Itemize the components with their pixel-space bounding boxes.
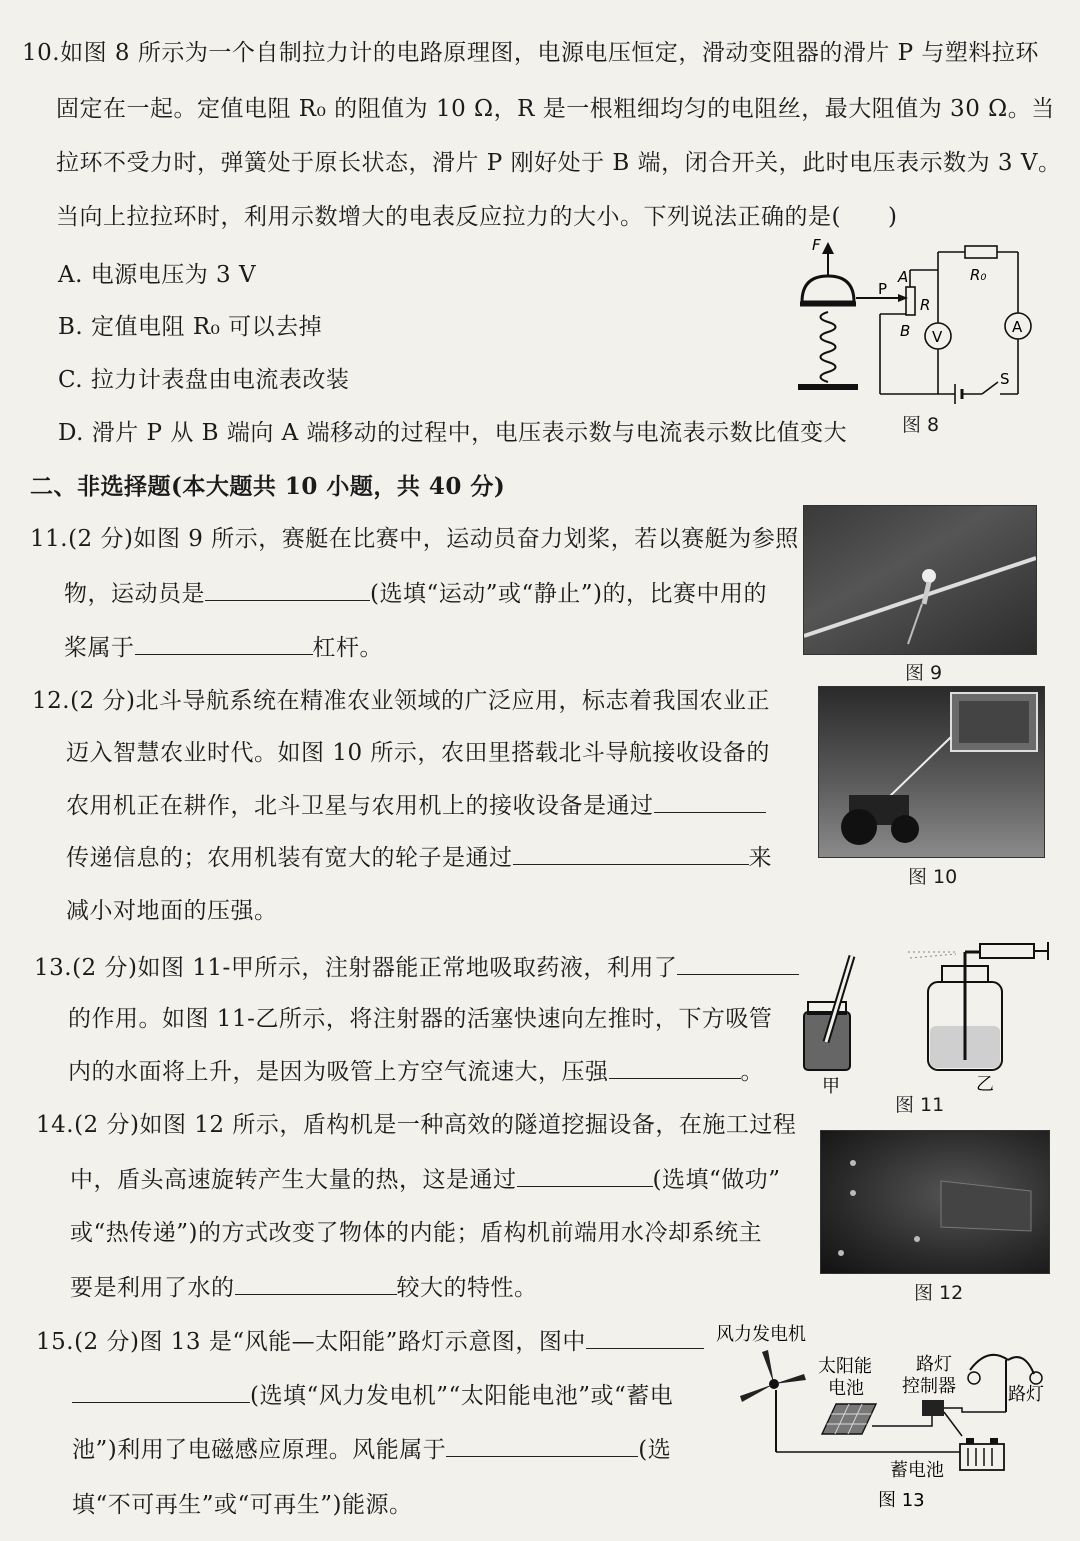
q10-option-d: D. 滑片 P 从 B 端向 A 端移动的过程中，电压表示数与电流表示数比值变大 <box>58 420 848 446</box>
q10-line-4: 当向上拉拉环时，利用示数增大的电表反应拉力的大小。下列说法正确的是( ) <box>56 204 898 230</box>
q10-line-3: 拉环不受力时，弹簧处于原长状态，滑片 P 刚好处于 B 端，闭合开关，此时电压表示数为 3 V。 <box>56 150 1062 176</box>
label-f: F <box>812 236 821 254</box>
q10-option-b: B. 定值电阻 R₀ 可以去掉 <box>58 314 323 340</box>
q14-blank-2[interactable] <box>235 1272 397 1295</box>
label-voltmeter: V <box>932 328 943 346</box>
q13-line-3-text-a: 内的水面将上升，是因为吸管上方空气流速大，压强 <box>68 1059 609 1085</box>
label-p: P <box>878 280 888 298</box>
label-jia: 甲 <box>822 1076 840 1097</box>
q11-line-1: 11.(2 分)如图 9 所示，赛艇在比赛中，运动员奋力划桨，若以赛艇为参照 <box>30 526 799 552</box>
figure-12-shield-machine-photo <box>820 1130 1050 1274</box>
label-solar-1: 太阳能 <box>818 1356 872 1377</box>
label-controller-1: 路灯 <box>916 1354 952 1375</box>
q14-line-2-text-b: (选填“做功” <box>652 1167 781 1193</box>
label-ammeter: A <box>1012 318 1023 336</box>
label-solar-2: 电池 <box>828 1378 864 1399</box>
q15-line-2 <box>72 1380 673 1411</box>
q15-line-1 <box>36 1326 704 1357</box>
q12-blank-2[interactable] <box>513 842 749 865</box>
q14-line-1: 14.(2 分)如图 12 所示，盾构机是一种高效的隧道挖掘设备，在施工过程 <box>36 1112 797 1138</box>
q12-line-1: 12.(2 分)北斗导航系统在精准农业领域的广泛应用，标志着我国农业正 <box>32 688 770 714</box>
q11-line-3-text-a: 桨属于 <box>64 635 135 661</box>
figure-10-caption: 图 10 <box>908 866 958 888</box>
q11-line-3-text-b: 杠杆。 <box>312 635 383 661</box>
q12-line-2: 迈入智慧农业时代。如图 10 所示，农田里搭载北斗导航接收设备的 <box>66 740 770 766</box>
q14-line-4 <box>70 1272 538 1303</box>
q14-line-4-text-a: 要是利用了水的 <box>70 1275 235 1301</box>
q11-line-2-text-b: (选填“运动”或“静止”)的，比赛中用的 <box>370 581 767 607</box>
q13-blank-2[interactable] <box>609 1056 741 1079</box>
q14-line-2-text-a: 中，盾头高速旋转产生大量的热，这是通过 <box>70 1167 517 1193</box>
label-s: S <box>1000 370 1010 388</box>
q10-line-2: 固定在一起。定值电阻 R₀ 的阻值为 10 Ω，R 是一根粗细均匀的电阻丝，最大阻值为 30 Ω。当 <box>56 96 1055 122</box>
figure-9-rowing-photo <box>803 505 1037 655</box>
q11-blank-2[interactable] <box>135 632 313 655</box>
q12-line-5: 减小对地面的压强。 <box>66 898 278 924</box>
figure-11-syringe-diagram <box>798 932 1058 1102</box>
section-heading: 二、非选择题(本大题共 10 小题，共 40 分) <box>30 473 506 500</box>
figure-8-caption: 图 8 <box>902 414 940 436</box>
q15-blank-1a[interactable] <box>586 1326 704 1349</box>
label-r: R <box>920 296 931 314</box>
label-wind-generator: 风力发电机 <box>716 1324 806 1345</box>
q11-line-2-text-a: 物，运动员是 <box>64 581 205 607</box>
q13-line-1 <box>34 952 799 983</box>
q15-line-3-text-b: (选 <box>638 1437 672 1463</box>
q12-line-3-text: 农用机正在耕作，北斗卫星与农用机上的接收设备是通过 <box>66 793 654 819</box>
q15-line-4: 填“不可再生”或“可再生”)能源。 <box>72 1492 413 1518</box>
q15-blank-1b[interactable] <box>72 1380 250 1403</box>
q13-line-1-text: 13.(2 分)如图 11-甲所示，注射器能正常地吸取药液，利用了 <box>34 955 678 981</box>
q15-blank-2[interactable] <box>446 1434 638 1457</box>
q12-line-3 <box>66 790 766 821</box>
label-r0: R₀ <box>970 266 987 284</box>
q15-line-2-text: (选填“风力发电机”“太阳能电池”或“蓄电 <box>250 1383 674 1409</box>
label-yi: 乙 <box>976 1074 994 1095</box>
label-b: B <box>900 322 911 340</box>
q14-line-2 <box>70 1164 781 1195</box>
figure-12-caption: 图 12 <box>914 1282 964 1304</box>
q15-line-3-text-a: 池”)利用了电磁感应原理。风能属于 <box>72 1437 447 1463</box>
q13-line-3-text-b: 。 <box>740 1059 764 1085</box>
figure-8-circuit <box>790 232 1050 412</box>
q12-line-4-text-b: 来 <box>748 845 772 871</box>
q12-line-4-text-a: 传递信息的；农用机装有宽大的轮子是通过 <box>66 845 513 871</box>
figure-10-tractor-photo <box>818 686 1045 858</box>
q14-line-4-text-b: 较大的特性。 <box>396 1275 538 1301</box>
q13-blank-1[interactable] <box>677 952 799 975</box>
label-battery: 蓄电池 <box>890 1460 944 1481</box>
q15-line-3 <box>72 1434 671 1465</box>
q11-blank-1[interactable] <box>205 578 370 601</box>
q12-blank-1[interactable] <box>654 790 766 813</box>
q10-line-1: 10.如图 8 所示为一个自制拉力计的电路原理图，电源电压恒定，滑动变阻器的滑片 P 与塑料拉环 <box>22 40 1039 66</box>
q14-blank-1[interactable] <box>517 1164 653 1187</box>
label-lamp: 路灯 <box>1008 1384 1044 1405</box>
figure-13-caption: 图 13 <box>878 1490 925 1511</box>
q10-option-c: C. 拉力计表盘由电流表改装 <box>58 367 350 393</box>
figure-11-caption: 图 11 <box>895 1094 945 1116</box>
label-a: A <box>898 268 909 286</box>
q14-line-3: 或“热传递”)的方式改变了物体的内能；盾构机前端用水冷却系统主 <box>70 1220 762 1246</box>
q11-line-2 <box>64 578 767 609</box>
q12-line-4 <box>66 842 772 873</box>
label-controller-2: 控制器 <box>902 1376 956 1397</box>
q11-line-3 <box>64 632 383 663</box>
figure-13-streetlight-diagram <box>712 1316 1060 1516</box>
q15-line-1-text: 15.(2 分)图 13 是“风能—太阳能”路灯示意图，图中 <box>36 1329 586 1355</box>
figure-9-caption: 图 9 <box>905 662 943 684</box>
q10-option-a: A. 电源电压为 3 V <box>58 262 257 288</box>
q13-line-2: 的作用。如图 11-乙所示，将注射器的活塞快速向左推时，下方吸管 <box>68 1006 773 1032</box>
q13-line-3 <box>68 1056 764 1087</box>
